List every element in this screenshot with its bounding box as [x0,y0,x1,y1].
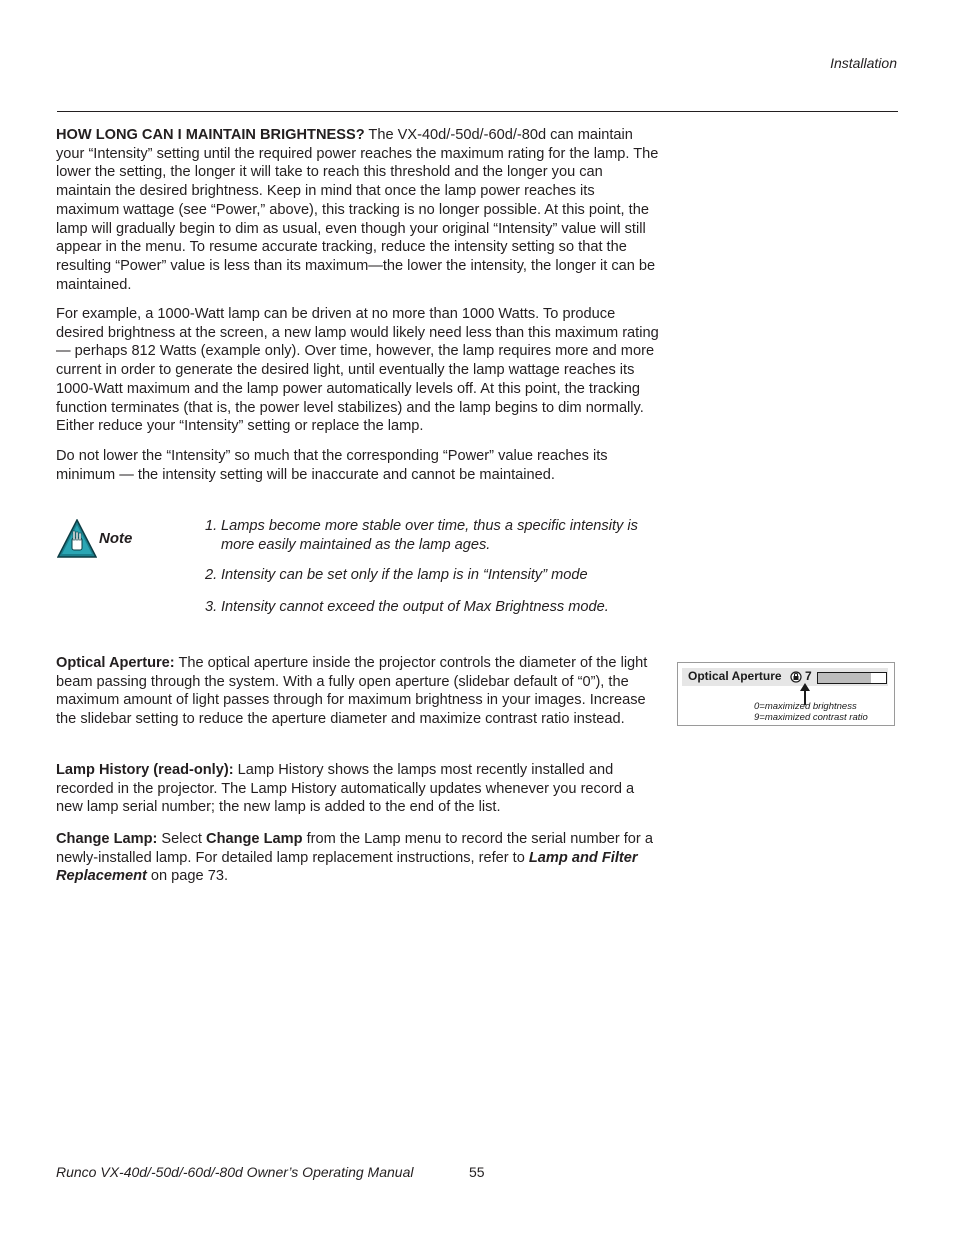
brightness-heading: HOW LONG CAN I MAINTAIN BRIGHTNESS? [56,127,365,143]
change-lamp-paragraph [56,830,660,886]
change-lamp-text: from the Lamp menu to record the serial number for a newly-installed lamp. For detailed lamp replacement instructions, refer to [56,831,653,866]
warning-text: Do not lower the “Intensity” so much that the corresponding “Power” value reaches its minimum — the intensity setting will be inaccurate and cannot be maintained. [56,448,608,483]
osd-slider-fill [818,673,871,683]
osd-optical-aperture-figure [677,662,895,726]
osd-slider [817,672,887,684]
optical-aperture-text: The optical aperture inside the projector controls the diameter of the light beam passing through the system. With a fully open aperture (slidebar default of “0”), the maximum amount of light passes through for maximum brightness in your images. Increase the slidebar setting to reduce the aperture diameter and maximize contrast ratio instead. [56,655,648,728]
change-lamp-text: Select [157,831,207,847]
note-item-number: 3. [205,599,218,615]
note-label: Note [99,530,133,547]
note-hand-icon [57,519,97,559]
brightness-text: The VX-40d/-50d/-60d/-80d can maintain your “Intensity” setting until the required power reaches the maximum rating for the lamp. The lower the setting, the longer it will take to reach this threshold and the longer you can maintain the desired brightness. Keep in mind that once the lamp power reaches its maximum wattage (see “Power,” above), this tracking is no longer possible. At this point, the lamp will gradually begin to dim as usual, even though your original “Intensity” value will still appear in the menu. To resume accurate tracking, reduce the intensity setting so that the resulting “Power” value is less than its maximum—the lower the intensity, the longer it can be maintained. [56,127,659,293]
warning-paragraph [56,447,660,484]
header-rule [57,111,898,112]
brightness-paragraph [56,126,660,294]
note-item-text: Intensity can be set only if the lamp is in “Intensity” mode [221,567,588,583]
example-paragraph [56,305,660,436]
lamp-history-text: Lamp History shows the lamps most recently installed and recorded in the projector. The Lamp History automatically updates whenever you record a new lamp serial number; the new lamp is added to the end of the list. [56,762,635,816]
lamp-filter-replacement-reference[interactable]: Lamp and Filter Replacement [56,849,638,885]
header-section-label: Installation [830,55,897,71]
example-text: For example, a 1000-Watt lamp can be driven at no more than 1000 Watts. To produce desired brightness at the screen, a new lamp would likely need less than this maximum rating — perhaps 812 Watts (example only). Over time, however, the lamp requires more and more current in order to generate the desired light, until eventually the lamp wattage reaches its 1000-Watt maximum and the lamp power automatically levels off. At this point, the tracking function terminates (that is, the power level stabilizes) and the lamp begins to dim normally. Either reduce your “Intensity” setting or replace the lamp. [56,306,659,435]
lamp-history-paragraph [56,761,660,817]
note-item-number: 1. [205,518,218,534]
osd-menu-row [682,668,888,686]
lock-icon [790,671,802,683]
osd-caption-contrast: 9=maximized contrast ratio [754,712,868,723]
optical-aperture-label: Optical Aperture: [56,655,175,671]
change-lamp-label: Change Lamp: [56,831,158,847]
osd-label: Optical Aperture [688,669,782,683]
note-item-text: Intensity cannot exceed the output of Max Brightness mode. [221,599,609,615]
footer-manual-title: Runco VX-40d/-50d/-60d/-80d Owner’s Operating Manual [56,1164,414,1180]
note-item-text: Lamps become more stable over time, thus a specific intensity is [221,518,638,534]
note-item-number: 2. [205,567,218,583]
note-item-2 [205,566,665,585]
change-lamp-text: on page 73. [146,868,228,885]
note-item-3 [205,598,665,617]
optical-aperture-paragraph [56,654,660,729]
lamp-history-label: Lamp History (read-only): [56,762,234,778]
page-number: 55 [469,1164,485,1180]
note-item-continuation: more easily maintained as the lamp ages. [221,536,491,553]
osd-caption-brightness: 0=maximized brightness [754,701,857,712]
osd-value: 7 [805,669,812,683]
note-item-1 [205,517,665,554]
change-lamp-menu-item: Change Lamp [206,831,303,847]
